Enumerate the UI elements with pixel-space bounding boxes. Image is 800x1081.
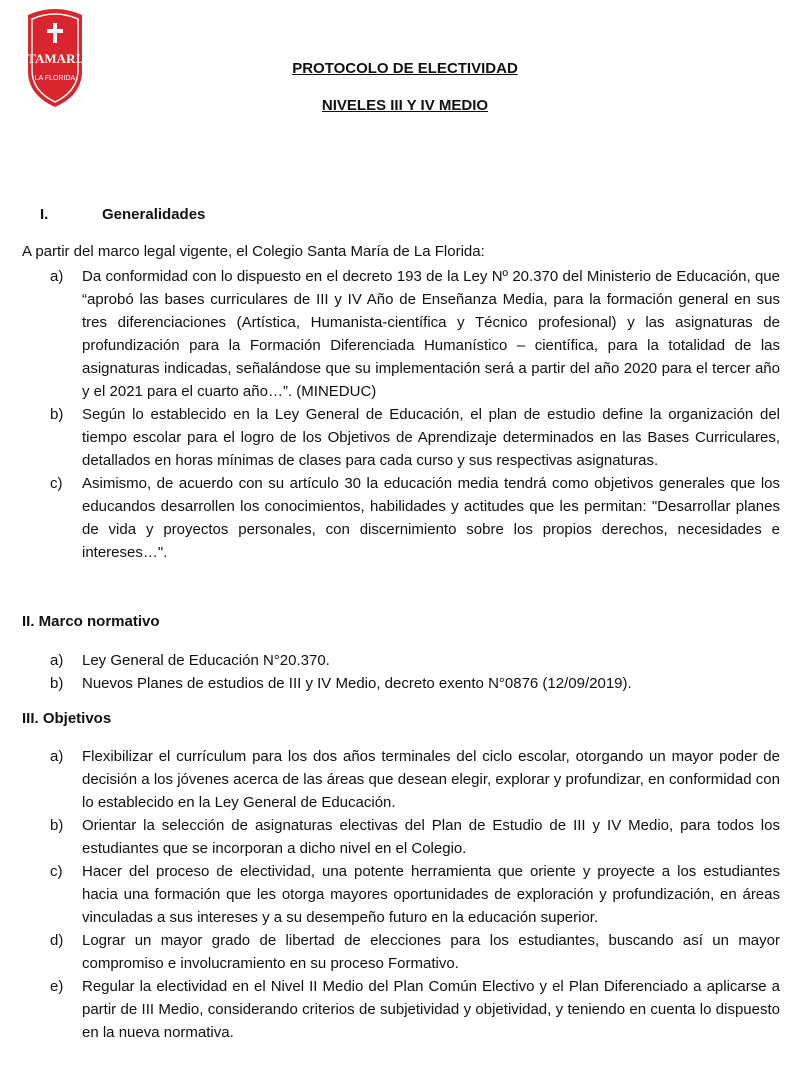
school-crest-logo	[18, 5, 92, 109]
list-item	[50, 745, 780, 814]
section-1-list	[50, 265, 780, 564]
list-item-letter: e)	[50, 978, 64, 995]
list-item-text: Orientar la selección de asignaturas electivas del Plan de Estudio de III y IV Medio, para todos los estudiantes que se incorporan a dicho nivel en el Colegio.	[82, 817, 780, 857]
list-item-text: Ley General de Educación N°20.370.	[82, 652, 330, 669]
document-title: PROTOCOLO DE ELECTIVIDAD	[292, 60, 518, 77]
list-item	[50, 403, 780, 472]
list-item-letter: a)	[50, 268, 64, 285]
list-item	[50, 814, 780, 860]
list-item-text: Según lo establecido en la Ley General de Educación, el plan de estudio define la organización del tiempo escolar para el logro de los Objetivos de Aprendizaje determinados en las Bases Curriculares, detallados en horas mínimas de clases para cada curso y sus respectivas asignaturas.	[82, 406, 780, 469]
list-item-letter: b)	[50, 406, 64, 423]
logo-subtext: LA FLORIDA	[34, 75, 76, 82]
list-item-text: Lograr un mayor grado de libertad de elecciones para los estudiantes, buscando así un mayor compromiso e involucramiento en su proceso Formativo.	[82, 932, 780, 972]
list-item-letter: c)	[50, 475, 63, 492]
list-item	[50, 265, 780, 403]
section-3-title: III. Objetivos	[22, 710, 112, 727]
list-item-text: Nuevos Planes de estudios de III y IV Medio, decreto exento N°0876 (12/09/2019).	[82, 675, 632, 692]
list-item-text: Regular la electividad en el Nivel II Medio del Plan Común Electivo y el Plan Diferenciado a aplicarse a partir de III Medio, considerando criterios de subjetividad y objetividad, y teniendo en cuenta lo dispuesto en la nueva normativa.	[82, 978, 780, 1041]
list-item-text: Flexibilizar el currículum para los dos años terminales del ciclo escolar, otorgando un mayor poder de decisión a los jóvenes acerca de las áreas que desean elegir, explorar y profundizar, en conformidad con lo establecido en la Ley General de Educación.	[82, 748, 780, 811]
list-item-letter: a)	[50, 748, 64, 765]
list-item-text: Hacer del proceso de electividad, una potente herramienta que oriente y proyecte a los estudiantes hacia una formación que les otorga mayores oportunidades de exploración y profundización, en áreas vinculadas a sus intereses y a su desempeño futuro en la educación superior.	[82, 863, 780, 926]
document-subtitle: NIVELES III Y IV MEDIO	[321, 97, 489, 114]
section-2-list	[50, 649, 780, 695]
list-item	[50, 649, 780, 672]
section-2-title: II. Marco normativo	[22, 613, 160, 630]
list-item	[50, 672, 780, 695]
list-item-text: Da conformidad con lo dispuesto en el decreto 193 de la Ley Nº 20.370 del Ministerio de Educación, que “aprobó las bases curriculares de III y IV Año de Enseñanza Media, para la formación general en sus tres diferenciaciones (Artística, Humanista-científica y Técnico profesional) y las asignaturas de profundización para la Formación Diferenciada Humanístico – científica, para la totalidad de las asignaturas indicadas, señalándose que su implementación será a partir del año 2020 para el tercer año y el 2021 para el cuarto año…”. (MINEDUC)	[82, 268, 780, 400]
logo-text: STAMARIA	[20, 51, 90, 66]
list-item	[50, 929, 780, 975]
section-3-list	[50, 745, 780, 1044]
list-item-letter: c)	[50, 863, 63, 880]
list-item	[50, 975, 780, 1044]
section-1-title: Generalidades	[102, 206, 206, 223]
list-item-letter: d)	[50, 932, 64, 949]
list-item-letter: a)	[50, 652, 64, 669]
list-item	[50, 472, 780, 564]
list-item-letter: b)	[50, 675, 64, 692]
list-item-letter: b)	[50, 817, 64, 834]
section-1-number: I.	[40, 206, 49, 223]
section-1-intro: A partir del marco legal vigente, el Colegio Santa María de La Florida:	[22, 243, 485, 260]
list-item-text: Asimismo, de acuerdo con su artículo 30 la educación media tendrá como objetivos generales que los educandos desarrollen los conocimientos, habilidades y actitudes que les permitan: "Desarrollar planes de vida y proyectos personales, con discernimiento sobre los propios derechos, necesidades e intereses…".	[82, 475, 780, 561]
list-item	[50, 860, 780, 929]
